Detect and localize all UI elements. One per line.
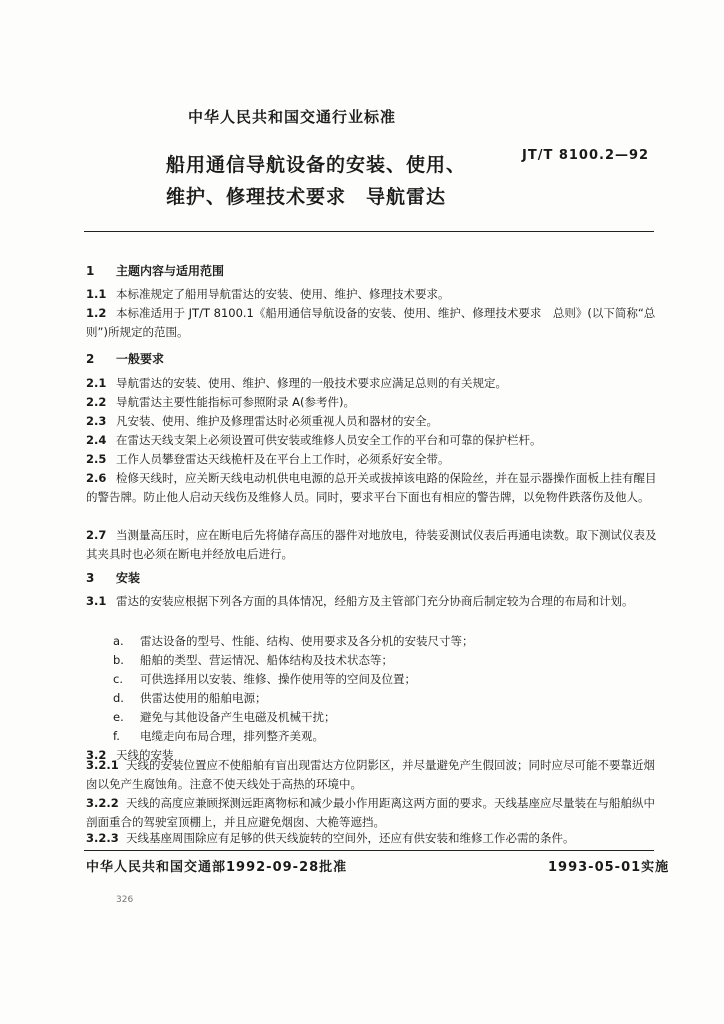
list-item: d. 供雷达使用的船舶电源； xyxy=(113,691,267,705)
clause-3-1: 3.1 雷达的安装应根据下列各方面的具体情况，经船方及主管部门充分协商后制定较为合理的布局和计划。 xyxy=(86,594,634,608)
clause-2-1: 2.1 导航雷达的安装、使用、维护、修理的一般技术要求应满足总则的有关规定。 xyxy=(86,376,507,390)
clause-2-2: 2.2 导航雷达主要性能指标可参照附录 A(参考件)。 xyxy=(86,395,355,409)
clause-1-1: 1.1 本标准规定了船用导航雷达的安装、使用、维护、修理技术要求。 xyxy=(86,287,450,301)
clause-1-2: 1.2 本标准适用于 JT/T 8100.1《船用通信导航设备的安装、使用、维护、修理技术要求 总则》(以下简称“总则”)所规定的范围。 xyxy=(86,306,656,339)
clause-2-7: 2.7 当测量高压时，应在断电后先将储存高压的器件对地放电，待装妥测试仪表后再通电读数。取下测试仪表及其夹具时也必须在断电并经放电后进行。 xyxy=(86,528,657,561)
clause-3-2-1: 3.2.1 天线的安装位置应不使船舶有盲出现雷达方位阴影区，并尽量避免产生假回波；同时应尽可能不要靠近烟囱以免产生腐蚀角。注意不使天线处于高热的环境中。 xyxy=(86,758,655,791)
clause-3-2-2: 3.2.2 天线的高度应兼顾探测远距离物标和减少最小作用距离这两方面的要求。天线基座应尽量装在与船舶纵中剖面重合的驾驶室顶棚上，并且应避免烟囱、大桅等遮挡。 xyxy=(86,796,655,829)
effective-date: 1993-05-01实施 xyxy=(548,860,670,875)
list-item: e. 避免与其他设备产生电磁及机械干扰； xyxy=(113,710,336,724)
header-divider xyxy=(84,231,654,232)
clause-2-4: 2.4 在雷达天线支架上必须设置可供安装或维修人员安全工作的平台和可靠的保护栏杆。 xyxy=(86,433,542,447)
section-1-heading: 1 主题内容与适用范围 xyxy=(86,264,225,278)
standard-category: 中华人民共和国交通行业标准 xyxy=(188,108,397,126)
section-2-heading: 2 一般要求 xyxy=(86,352,165,366)
document-title-line2: 维护、修理技术要求 导航雷达 xyxy=(166,186,447,208)
clause-2-5: 2.5 工作人员攀登雷达天线桅杆及在平台上工作时，必须系好安全带。 xyxy=(86,452,450,466)
clause-2-6: 2.6 检修天线时，应关断天线电动机供电电源的总开关或拔掉该电路的保险丝，并在显示器操作面板上挂有醒目的警告牌。防止他人启动天线伤及维修人员。同时，要求平台下面也有相应的警告牌，以免物件跌落伤及他人。 xyxy=(86,471,657,504)
list-item: c. 可供选择用以安装、维修、操作使用等的空间及位置； xyxy=(113,672,416,686)
clause-2-3: 2.3 凡安装、使用、维护及修理雷达时必须重视人员和器材的安全。 xyxy=(86,414,438,428)
footer-divider xyxy=(84,850,654,851)
list-item: b. 船舶的类型、营运情况、船体结构及技术状态等； xyxy=(113,653,393,667)
page-number: 326 xyxy=(116,895,134,905)
list-item: f. 电缆走向布局合理，排列整齐美观。 xyxy=(113,729,324,743)
section-3-heading: 3 安装 xyxy=(86,571,141,585)
list-item: a. 雷达设备的型号、性能、结构、使用要求及各分机的安装尺寸等； xyxy=(113,634,474,648)
approval-line: 中华人民共和国交通部1992-09-28批准 xyxy=(86,860,348,875)
standard-code: JT/T 8100.2—92 xyxy=(522,148,650,163)
clause-3-2-3: 3.2.3 天线基座周围除应有足够的供天线旋转的空间外，还应有供安装和维修工作必需的条件。 xyxy=(86,831,575,845)
clause-3-2: 3.2 天线的安装 xyxy=(86,748,174,762)
document-title-line1: 船用通信导航设备的安装、使用、 xyxy=(166,154,467,176)
